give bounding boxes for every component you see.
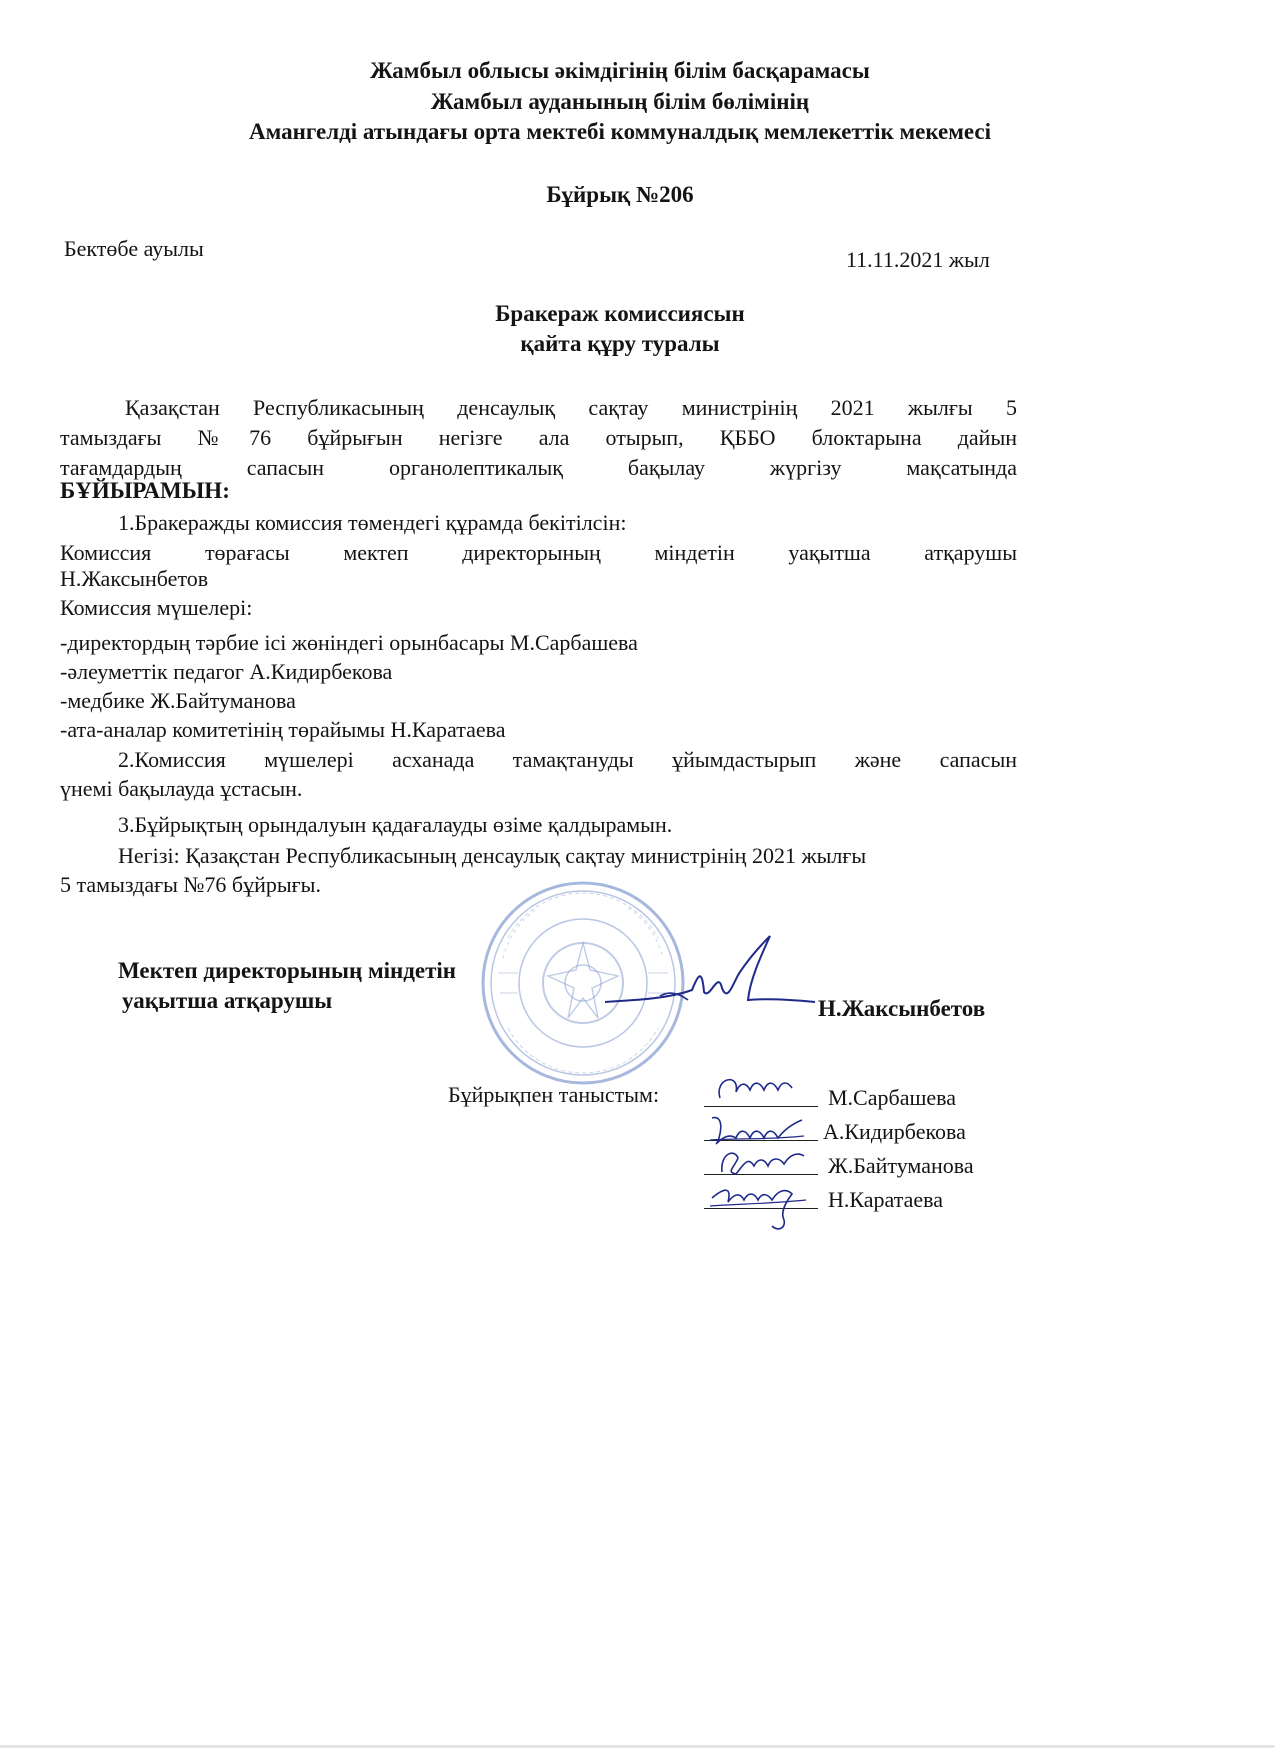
item-1: 1.Бракеражды комиссия төмендегі құрамда бекітілсін:	[118, 510, 627, 535]
basis-line-1: Негізі: Қазақстан Республикасының денсаулық сақтау министрінің 2021 жылғы	[118, 843, 867, 868]
date: 11.11.2021 жыл	[846, 247, 990, 272]
scan-edge	[0, 1745, 1275, 1748]
acquainted-name-2: А.Кидирбекова	[823, 1119, 966, 1144]
header-line-3: Амангелді атындағы орта мектебі коммуналдық мемлекеттік мекемесі	[248, 119, 992, 144]
member-2: -әлеуметтік педагог А.Кидирбекова	[60, 659, 393, 684]
member-1: -директордың тәрбие ісі жөніндегі орынбасары М.Сарбашева	[60, 630, 638, 655]
acquainted-name-3: Ж.Байтуманова	[828, 1153, 974, 1178]
acquainted-name-4: Н.Каратаева	[828, 1187, 944, 1212]
chair-line-2: Н.Жаксынбетов	[60, 566, 209, 591]
subject-line-2: қайта құру туралы	[520, 331, 720, 356]
preamble-line-1: Қазақстан Республикасының денсаулық сақтау министрінің 2021 жылғы 5	[125, 395, 1017, 420]
acquainted-label: Бұйрықпен таныстым:	[448, 1082, 660, 1107]
header-line-2: Жамбыл ауданының білім бөлімінің	[430, 89, 810, 114]
command: БҰЙЫРАМЫН:	[60, 478, 230, 503]
signature-icon	[706, 1176, 812, 1236]
signer-name: Н.Жаксынбетов	[818, 996, 986, 1021]
member-3: -медбике Ж.Байтуманова	[60, 688, 296, 713]
place: Бектөбе ауылы	[64, 236, 204, 261]
preamble-line-2: тамыздағы №76 бұйрығын негізге ала отырып, ҚББО блоктарына дайын	[60, 425, 1017, 450]
members-label: Комиссия мүшелері:	[60, 595, 253, 620]
chair-line-1: Комиссия төрағасы мектеп директорының міндетін уақытша атқарушы	[60, 540, 1017, 565]
signer-role-line-2: уақытша атқарушы	[122, 988, 333, 1013]
preamble-line-3: тағамдардың сапасын органолептикалық бақылау жүргізу мақсатында	[60, 455, 1017, 480]
director-signature-icon	[600, 930, 820, 1030]
subject-line-1: Бракераж комиссиясын	[495, 301, 745, 326]
signature-icon	[710, 1068, 810, 1113]
basis-line-2: 5 тамыздағы №76 бұйрығы.	[60, 872, 321, 897]
header-line-1: Жамбыл облысы әкімдігінің білім басқарамасы	[370, 58, 870, 83]
member-4: -ата-аналар комитетінің төрайымы Н.Каратаева	[60, 717, 506, 742]
acquainted-name-1: М.Сарбашева	[828, 1085, 957, 1110]
item-3: 3.Бұйрықтың орындалуын қадағалауды өзіме қалдырамын.	[118, 812, 673, 837]
signer-role-line-1: Мектеп директорының міндетін	[118, 958, 457, 983]
order-title: Бұйрық №206	[546, 182, 694, 207]
item-2-line-2: үнемі бақылауда ұстасын.	[60, 776, 303, 801]
item-2-line-1: 2.Комиссия мүшелері асханада тамақтануды ұйымдастырып және сапасын	[118, 747, 1017, 772]
